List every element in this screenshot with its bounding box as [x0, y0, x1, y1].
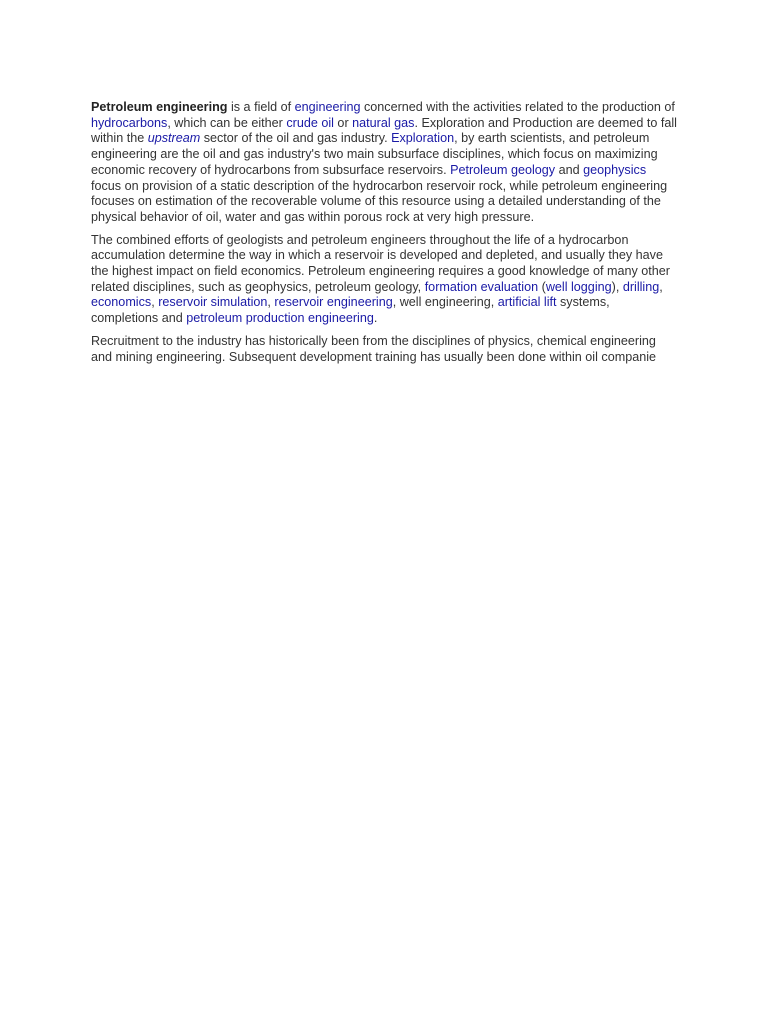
text-run: ,	[659, 279, 663, 294]
link-natural-gas[interactable]: natural gas	[352, 115, 415, 130]
link-drilling[interactable]: drilling	[622, 279, 660, 294]
text-run: ,	[151, 295, 159, 310]
text-run: , well engineering,	[392, 295, 498, 310]
term-petroleum-engineering: Petroleum engineering	[91, 100, 228, 114]
text-run: The combined efforts of geologists and petroleum engineers throughout the life of a hydrocarbon accumulation determine the way in which a reservoir is developed and depleted, and usually they have the highest impact on field economics. Petroleum engineering requires a good knowledge of many other related disciplines, such as geophysics, petroleum geology,	[91, 232, 670, 294]
text-run: Recruitment to the industry has historically been from the disciplines of physics, chemical engineering and mining engineering. Subsequent development training has usually been done within oil companie	[91, 333, 657, 364]
text-run: systems, completions and	[91, 295, 610, 326]
link-petroleum-production-engineering[interactable]: petroleum production engineering	[186, 311, 374, 326]
text-run: and	[555, 162, 584, 177]
text-run: . Exploration and Production are deemed to fall within the	[91, 115, 677, 146]
text-run: sector of the oil and gas industry.	[200, 131, 392, 146]
link-reservoir-engineering[interactable]: reservoir engineering	[274, 295, 393, 310]
link-well-logging[interactable]: well logging	[545, 279, 612, 294]
text-run: or	[333, 115, 353, 130]
text-run: .	[373, 311, 378, 326]
article-body	[91, 100, 679, 372]
paragraph-disciplines	[91, 233, 679, 327]
text-run: ),	[611, 279, 623, 294]
link-artificial-lift[interactable]: artificial lift	[497, 295, 557, 310]
text-run: ,	[267, 295, 275, 310]
text-run: concerned with the activities related to the production of	[360, 100, 675, 114]
link-upstream[interactable]: upstream	[147, 131, 201, 146]
link-exploration[interactable]: Exploration	[391, 131, 455, 146]
text-run: , by earth scientists, and petroleum engineering are the oil and gas industry's two main subsurface disciplines, which focus on maximizing economic recovery of hydrocarbons from subsurface reservoirs.	[91, 131, 658, 177]
text-run: (	[538, 279, 546, 294]
link-crude-oil[interactable]: crude oil	[286, 115, 334, 130]
link-geophysics[interactable]: geophysics	[583, 162, 647, 177]
text-run: , which can be either	[167, 115, 287, 130]
text-run: focus on provision of a static description of the hydrocarbon reservoir rock, while petroleum engineering focuses on estimation of the recoverable volume of this resource using a detailed understanding of the physical behavior of oil, water and gas within porous rock at very high pressure.	[91, 178, 668, 224]
link-reservoir-simulation[interactable]: reservoir simulation	[158, 295, 268, 310]
link-formation-evaluation[interactable]: formation evaluation	[424, 279, 539, 294]
link-engineering[interactable]: engineering	[294, 100, 361, 114]
paragraph-recruitment	[91, 334, 679, 365]
text-run: is a field of	[227, 100, 295, 114]
link-petroleum-geology[interactable]: Petroleum geology	[450, 162, 556, 177]
paragraph-intro	[91, 100, 679, 226]
link-hydrocarbons[interactable]: hydrocarbons	[91, 115, 168, 130]
link-economics[interactable]: economics	[91, 295, 152, 310]
